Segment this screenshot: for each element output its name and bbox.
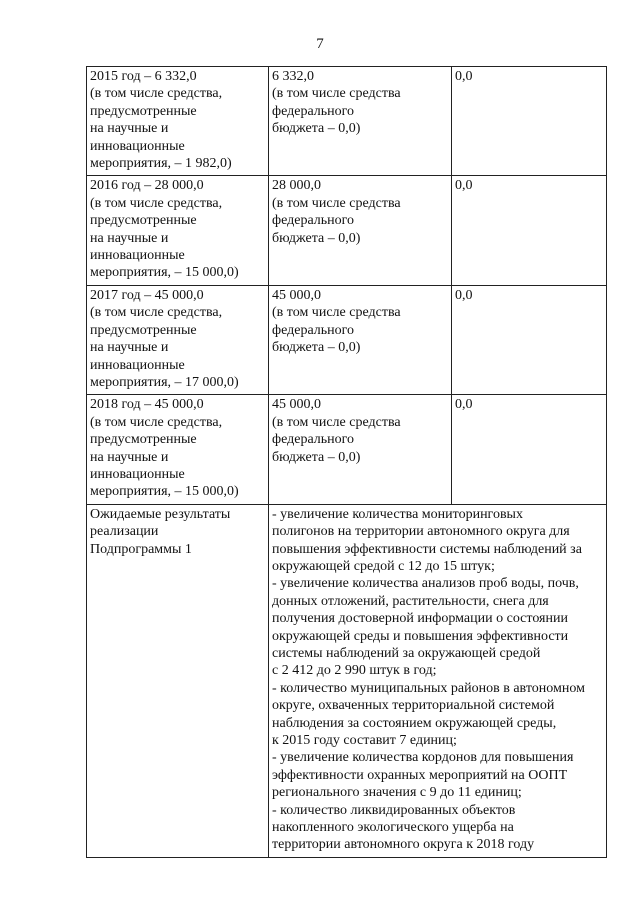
results-line: эффективности охранных мероприятий на ООПТ [272, 767, 568, 783]
regional-budget-cell [269, 395, 452, 504]
results-line: - увеличение количества кордонов для повышения [272, 750, 574, 766]
cell-line: инновационные [90, 357, 185, 373]
results-line: с 2 412 до 2 990 штук в год; [272, 663, 437, 679]
results-line: - увеличение количества мониторинговых [272, 506, 523, 522]
other-sources-cell [452, 67, 607, 176]
results-line: повышения эффективности системы наблюдений за [272, 541, 582, 557]
cell-line: бюджета – 0,0) [272, 340, 361, 356]
cell-line: (в том числе средства [272, 414, 401, 430]
expected-results-row [87, 504, 607, 857]
cell-line: мероприятия, – 17 000,0) [90, 374, 239, 390]
cell-line: инновационные [90, 248, 185, 264]
period-cell [87, 285, 269, 394]
cell-line: 2018 год – 45 000,0 [90, 397, 204, 413]
funding-row-2017 [87, 285, 607, 394]
results-line: - количество муниципальных районов в автономном [272, 680, 585, 696]
page-number: 7 [316, 36, 324, 52]
cell-line: 6 332,0 [272, 69, 314, 84]
cell-line: 45 000,0 [272, 397, 321, 413]
cell-line: на научные и [90, 449, 169, 465]
expected-results-text-cell [269, 504, 607, 857]
regional-budget-cell [269, 67, 452, 176]
cell-line: (в том числе средства [272, 305, 401, 321]
cell-line: федерального [272, 432, 355, 448]
cell-line: бюджета – 0,0) [272, 230, 361, 246]
cell-line: 2016 год – 28 000,0 [90, 178, 204, 194]
cell-line: федерального [272, 322, 355, 338]
cell-line: бюджета – 0,0) [272, 449, 361, 465]
other-sources-cell [452, 395, 607, 504]
period-cell [87, 67, 269, 176]
cell-line: (в том числе средства, [90, 414, 223, 430]
results-line: окружающей средой с 12 до 15 штук; [272, 558, 495, 574]
results-line: к 2015 году составит 7 единиц; [272, 733, 457, 749]
cell-line: (в том числе средства, [90, 86, 223, 102]
funding-row-2018 [87, 395, 607, 504]
results-line: наблюдения за состоянием окружающей среды, [272, 715, 557, 731]
other-sources-cell [452, 285, 607, 394]
cell-line: (в том числе средства [272, 195, 401, 211]
cell-line: 2015 год – 6 332,0 [90, 69, 197, 84]
cell-line: 45 000,0 [272, 287, 321, 303]
expected-results-label-cell [87, 504, 269, 857]
results-line: округе, охваченных территориальной системой [272, 698, 555, 714]
funding-row-2016 [87, 176, 607, 285]
cell-value: 0,0 [455, 287, 473, 303]
cell-line: предусмотренные [90, 432, 197, 448]
cell-line: федерального [272, 103, 355, 119]
cell-line: инновационные [90, 138, 185, 154]
cell-line: инновационные [90, 466, 185, 482]
cell-line: 2017 год – 45 000,0 [90, 287, 204, 303]
cell-line: на научные и [90, 340, 169, 356]
results-line: - количество ликвидированных объектов [272, 802, 516, 818]
period-cell [87, 176, 269, 285]
cell-line: предусмотренные [90, 103, 197, 119]
label-line: Подпрограммы 1 [90, 541, 192, 557]
cell-line: на научные и [90, 230, 169, 246]
results-line: донных отложений, растительности, снега для [272, 593, 549, 609]
results-line: полигонов на территории автономного округа для [272, 524, 570, 540]
cell-value: 0,0 [455, 397, 473, 413]
cell-line: мероприятия, – 15 000,0) [90, 484, 239, 500]
results-line: накопленного экологического ущерба на [272, 820, 514, 836]
regional-budget-cell [269, 285, 452, 394]
cell-value: 0,0 [455, 69, 473, 84]
cell-value: 0,0 [455, 178, 473, 194]
results-line: получения достоверной информации о состоянии [272, 611, 568, 627]
results-line: территории автономного округа к 2018 году [272, 837, 535, 853]
cell-line: на научные и [90, 121, 169, 137]
cell-line: предусмотренные [90, 213, 197, 229]
other-sources-cell [452, 176, 607, 285]
cell-line: (в том числе средства [272, 86, 401, 102]
cell-line: мероприятия, – 15 000,0) [90, 265, 239, 281]
results-line: регионального значения с 9 до 11 единиц; [272, 785, 522, 801]
funding-row-2015 [87, 67, 607, 176]
cell-line: бюджета – 0,0) [272, 121, 361, 137]
cell-line: федерального [272, 213, 355, 229]
cell-line: 28 000,0 [272, 178, 321, 194]
label-line: Ожидаемые результаты [90, 506, 231, 522]
cell-line: (в том числе средства, [90, 305, 223, 321]
cell-line: мероприятия, – 1 982,0) [90, 156, 232, 172]
regional-budget-cell [269, 176, 452, 285]
label-line: реализации [90, 524, 159, 540]
cell-line: предусмотренные [90, 322, 197, 338]
results-line: системы наблюдений за окружающей средой [272, 646, 541, 661]
funding-table [86, 66, 607, 858]
results-line: окружающей среды и повышения эффективности [272, 628, 569, 644]
cell-line: (в том числе средства, [90, 195, 223, 211]
period-cell [87, 395, 269, 504]
results-line: - увеличение количества анализов проб воды, почв, [272, 576, 579, 592]
